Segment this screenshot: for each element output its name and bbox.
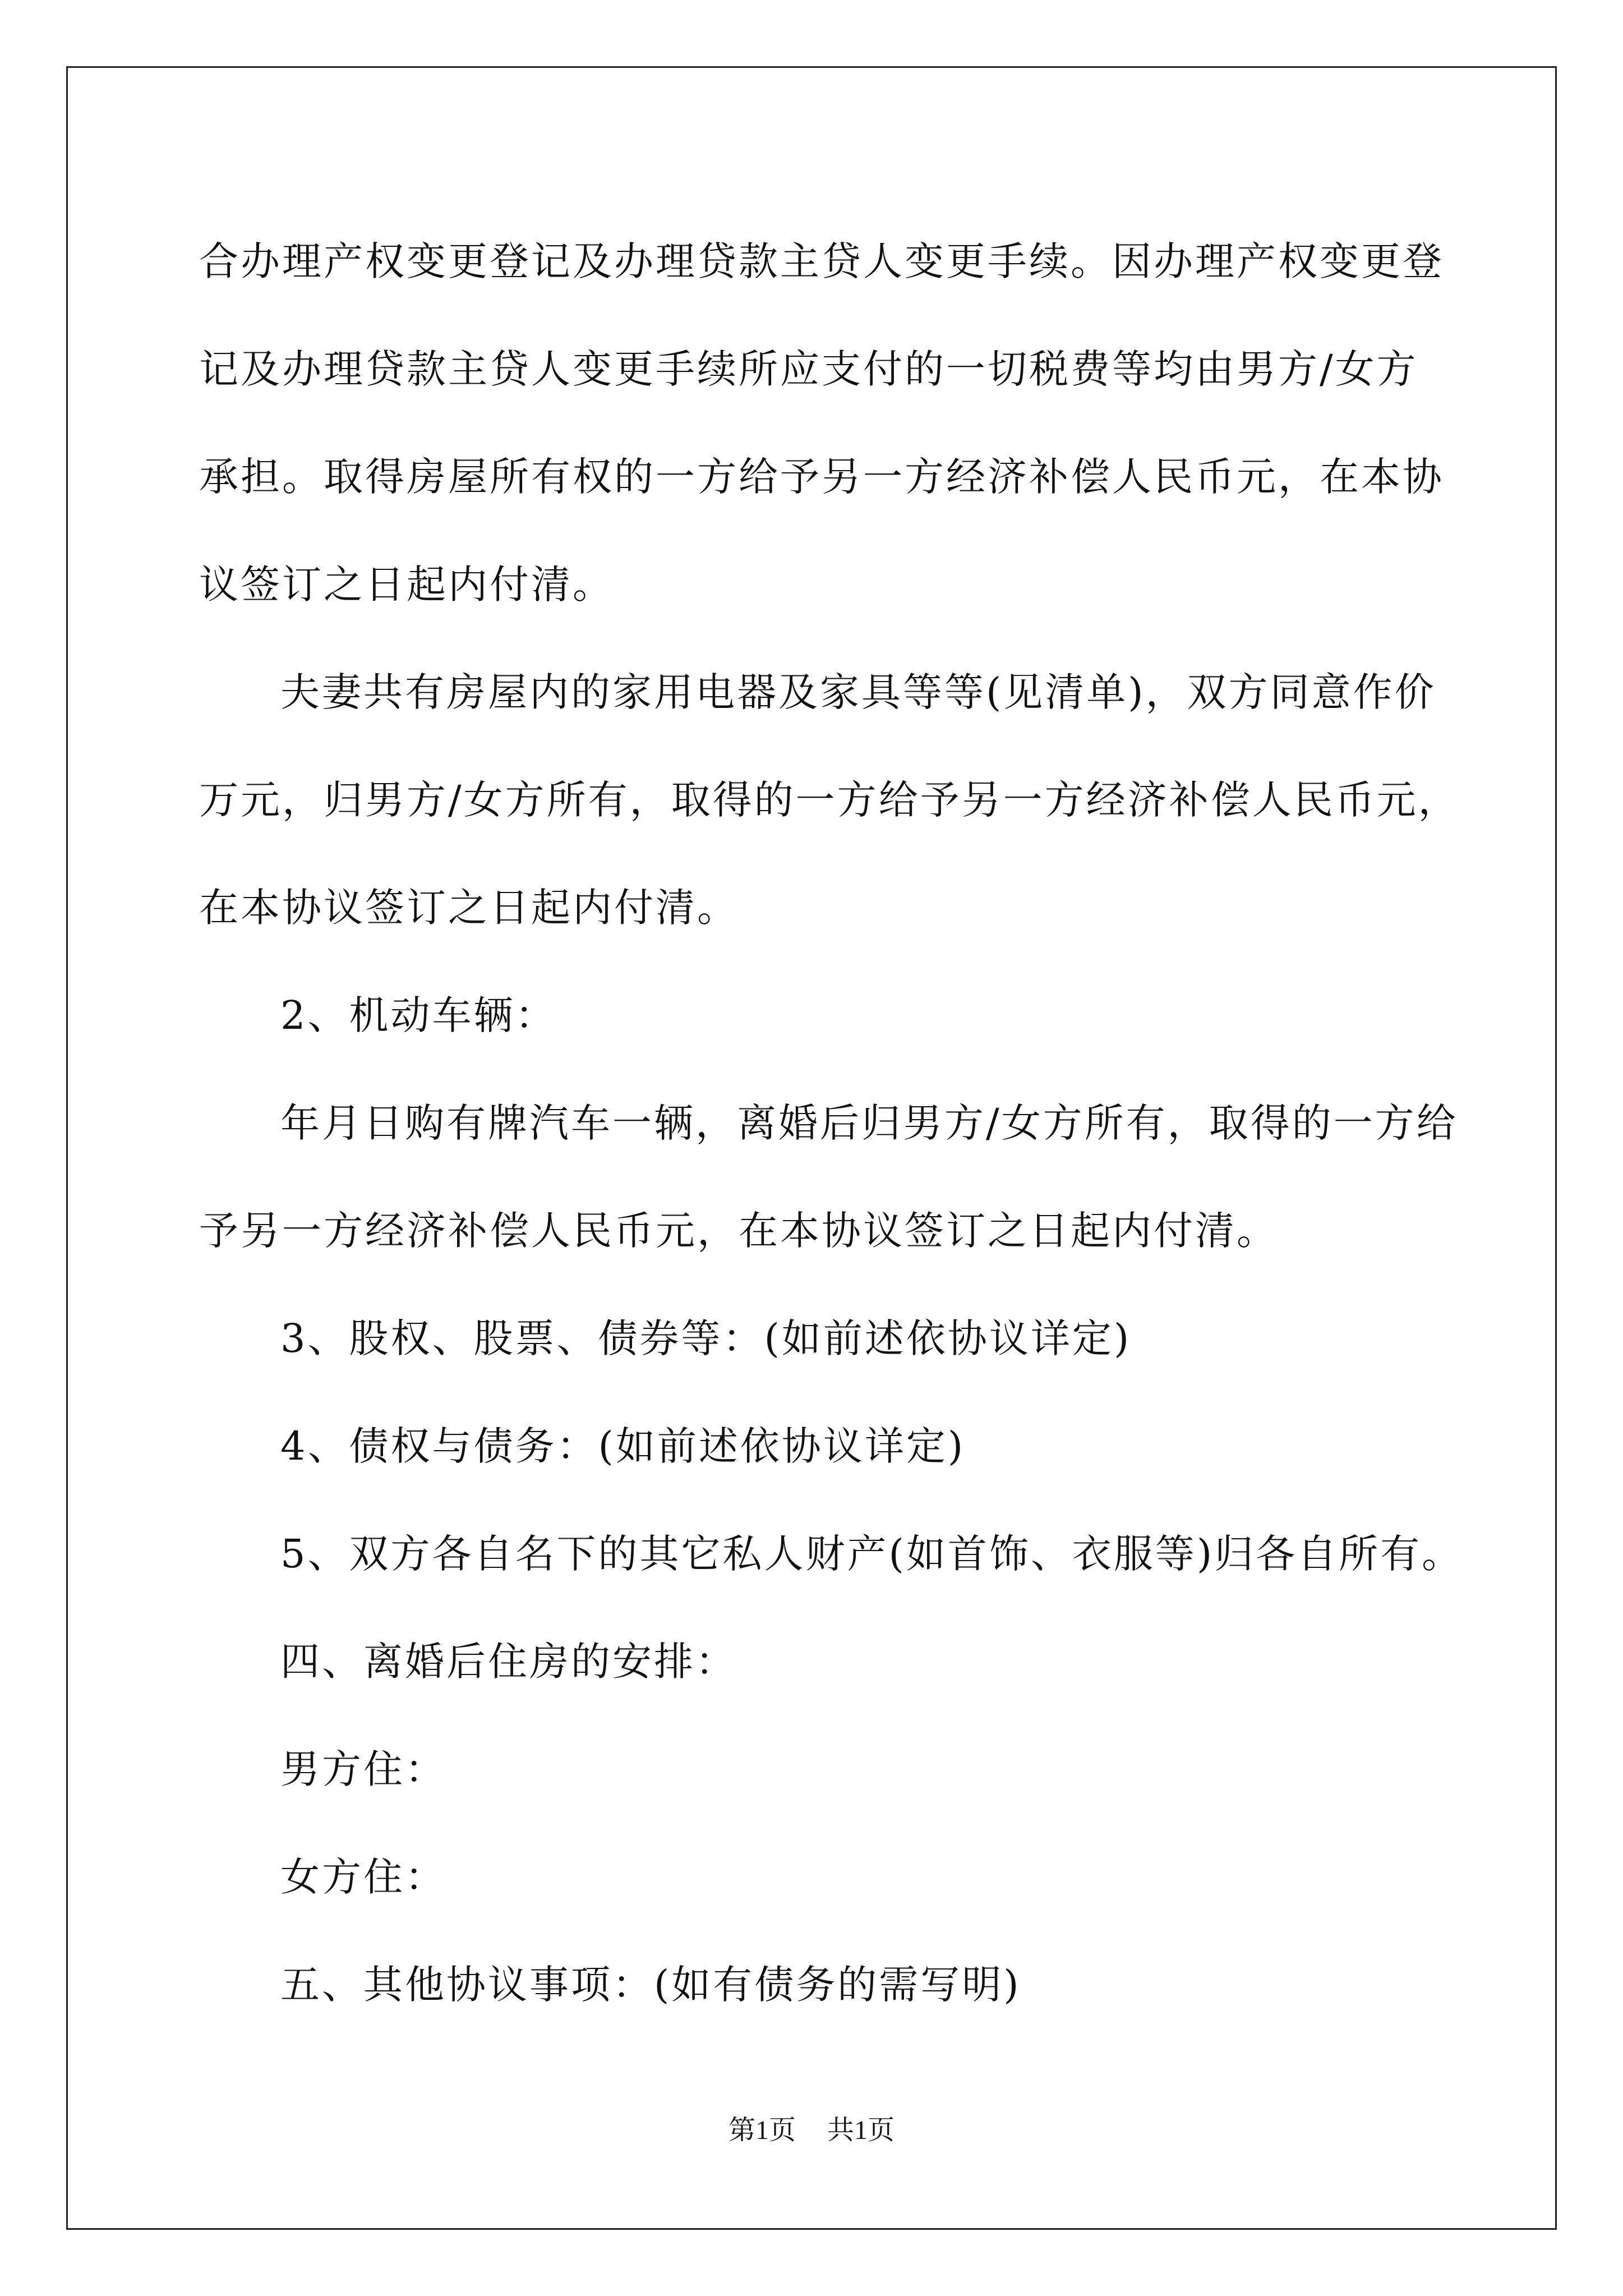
- document-body: [199, 208, 1464, 2039]
- paragraph-line: 记及办理贷款主贷人变更手续所应支付的一切税费等均由男方/女方: [199, 346, 1418, 392]
- paragraph-line: 予另一方经济补偿人民币元，在本协议签订之日起内付清。: [199, 1208, 1278, 1254]
- paragraph-line: 男方住：: [280, 1746, 446, 1792]
- section-heading: 3、股权、股票、债券等：(如前述依协议详定): [280, 1315, 1132, 1361]
- paragraph-line: 在本协议签订之日起内付清。: [199, 885, 739, 931]
- section-heading: 四、离婚后住房的安排：: [280, 1639, 737, 1685]
- paragraph-line: 夫妻共有房屋内的家用电器及家具等等(见清单)，双方同意作价: [280, 669, 1436, 715]
- paragraph-line: 万元，归男方/女方所有，取得的一方给予另一方经济补偿人民币元，: [199, 777, 1460, 823]
- page-number-total: 共1页: [827, 2115, 895, 2145]
- section-heading: 2、机动车辆：: [280, 992, 557, 1038]
- paragraph-line: 合办理产权变更登记及办理贷款主贷人变更手续。因办理产权变更登: [199, 238, 1444, 284]
- paragraph-line: 女方住：: [280, 1854, 446, 1900]
- paragraph-line: 5、双方各自名下的其它私人财产(如首饰、衣服等)归各自所有。: [280, 1531, 1464, 1577]
- paragraph-line: 承担。取得房屋所有权的一方给予另一方经济补偿人民币元，在本协: [199, 454, 1444, 500]
- section-heading: 4、债权与债务：(如前述依协议详定): [280, 1423, 966, 1469]
- section-heading: 五、其他协议事项：(如有债务的需写明): [280, 1962, 1021, 2008]
- page-footer: [0, 2108, 1623, 2147]
- paragraph-line: 议签订之日起内付清。: [199, 562, 614, 608]
- paragraph-line: 年月日购有牌汽车一辆，离婚后归男方/女方所有，取得的一方给: [280, 1100, 1458, 1146]
- page-number-current: 第1页: [728, 2115, 796, 2145]
